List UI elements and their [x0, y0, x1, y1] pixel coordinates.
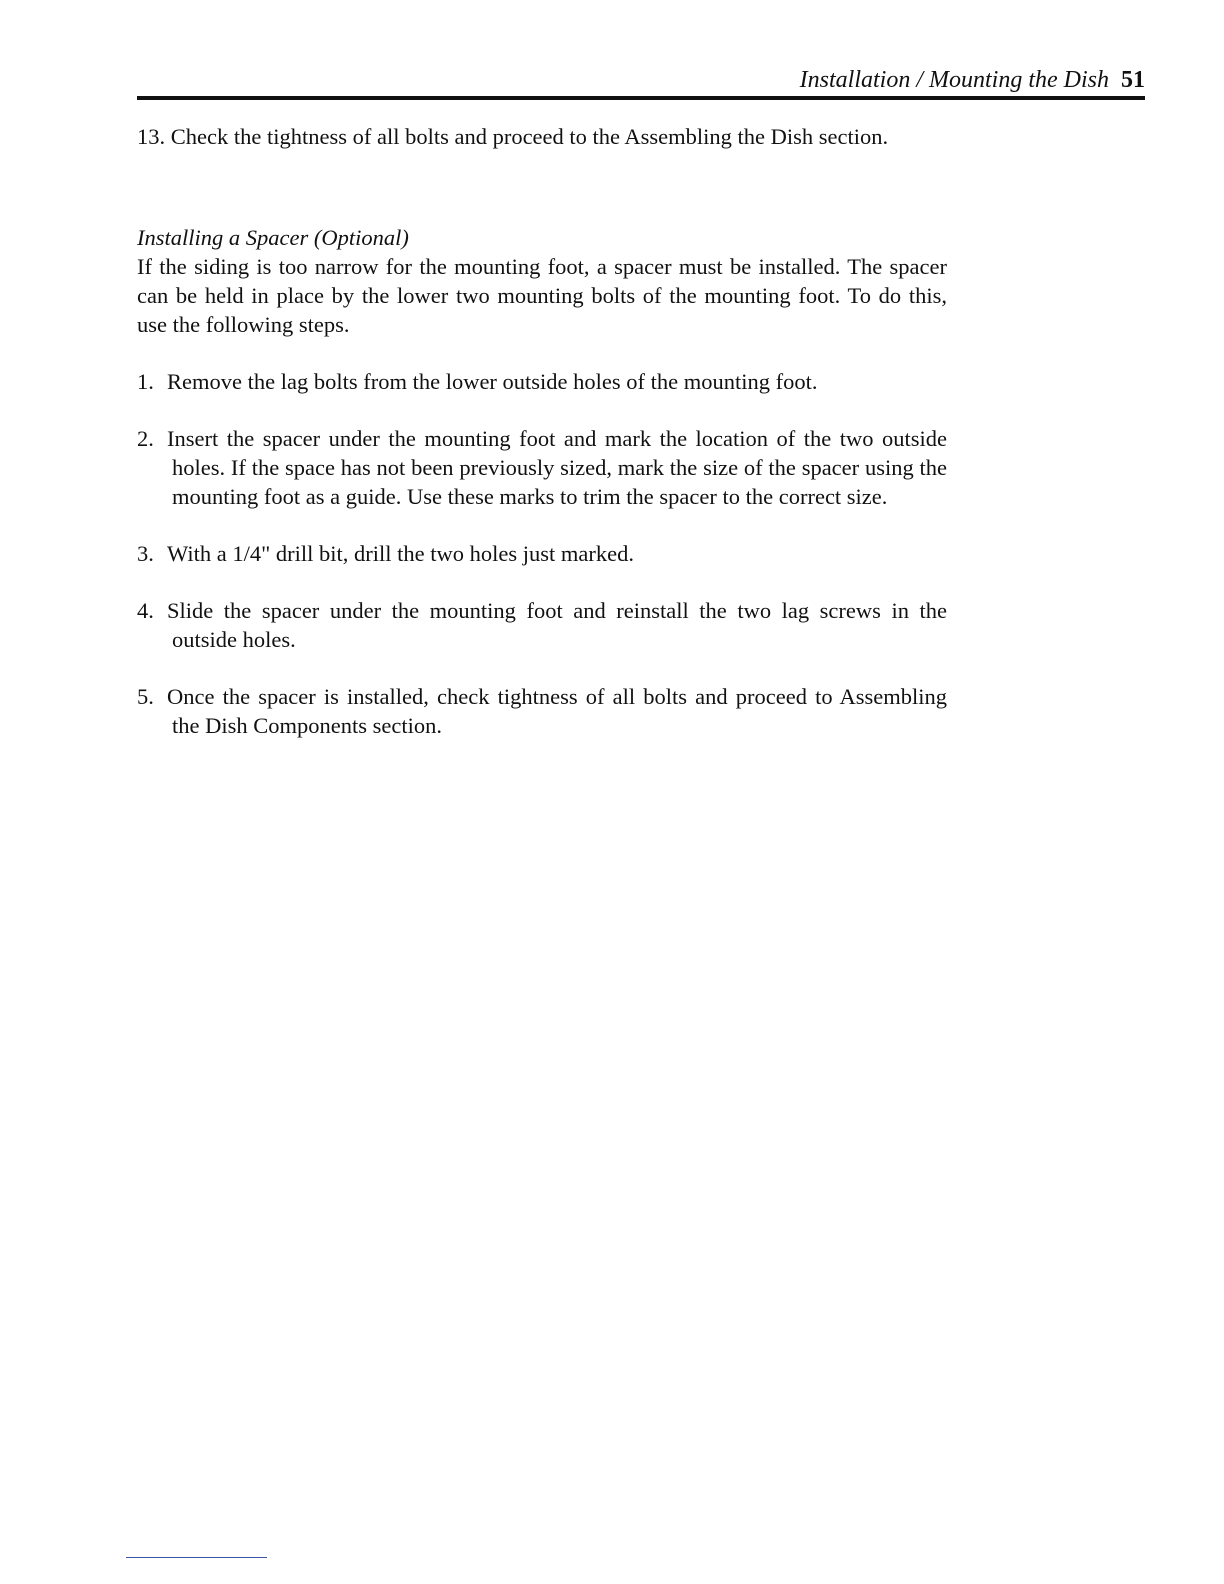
- list-item: [137, 539, 947, 568]
- header-rule: [137, 96, 1145, 100]
- step-number: 2.: [137, 426, 154, 451]
- step-list: [137, 367, 947, 740]
- step-text: Once the spacer is installed, check tightness of all bolts and proceed to Assembling the Dish Components section.: [167, 684, 947, 738]
- step-text: Slide the spacer under the mounting foot and reinstall the two lag screws in the outside holes.: [167, 598, 947, 652]
- step-text: With a 1/4" drill bit, drill the two holes just marked.: [167, 541, 634, 566]
- list-item: [137, 367, 947, 396]
- step-number: 1.: [137, 369, 154, 394]
- section-heading: Installing a Spacer (Optional): [137, 225, 409, 250]
- page-number: 51: [1121, 67, 1145, 93]
- list-item: [137, 424, 947, 511]
- step-number: 4.: [137, 598, 154, 623]
- list-item: [137, 596, 947, 654]
- step-text: Remove the lag bolts from the lower outside holes of the mounting foot.: [167, 369, 818, 394]
- list-item: [137, 682, 947, 740]
- lead-step: 13. Check the tightness of all bolts and proceed to the Assembling the Dish section.: [137, 124, 889, 149]
- step-text: Insert the spacer under the mounting foot and mark the location of the two outside holes. If the space has not been previously sized, mark the size of the spacer using the mounting foot as a guide. Use these marks to trim the spacer to the correct size.: [167, 426, 947, 509]
- section-intro: If the siding is too narrow for the mounting foot, a spacer must be installed. The spacer can be held in place by the lower two mounting bolts of the mounting foot. To do this, use the following steps.: [137, 254, 947, 337]
- step-number: 3.: [137, 541, 154, 566]
- running-header-title: Installation / Mounting the Dish: [799, 67, 1109, 93]
- page-header: [137, 64, 1145, 100]
- page-body: [137, 122, 947, 768]
- step-number: 5.: [137, 684, 154, 709]
- footer-rule: [126, 1557, 267, 1558]
